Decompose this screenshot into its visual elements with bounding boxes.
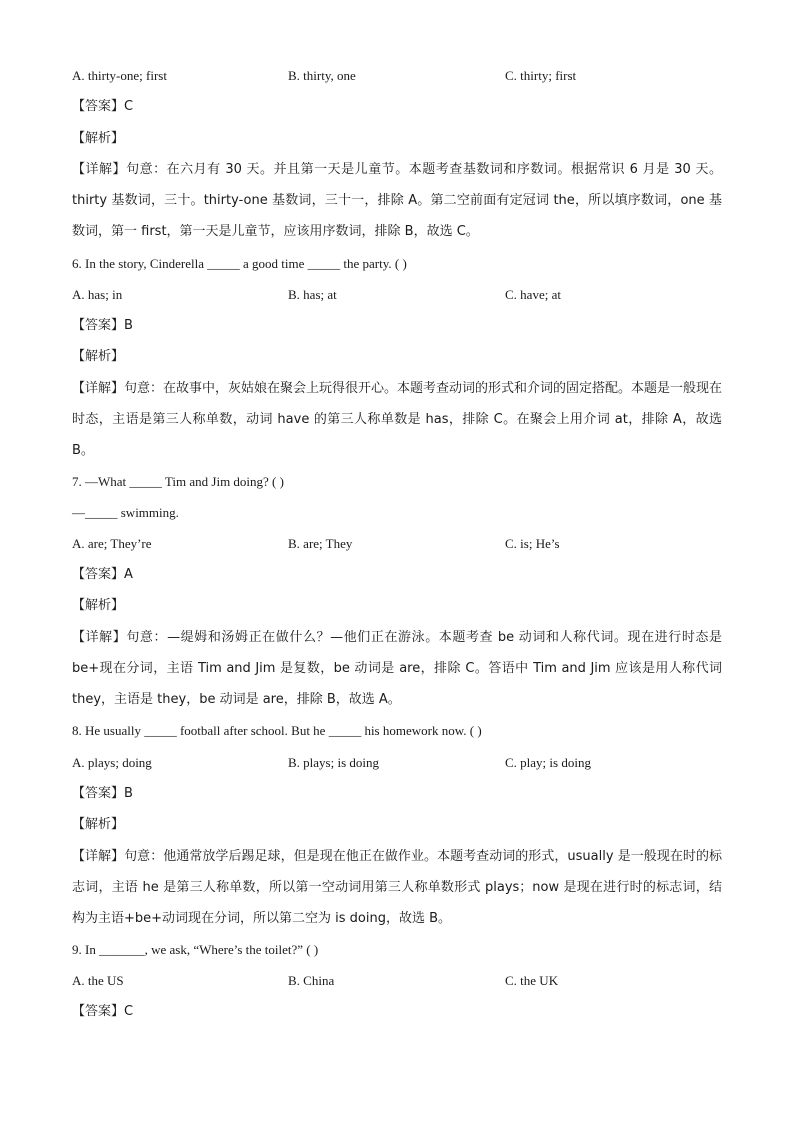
q9-answer: 【答案】C [72,1004,134,1019]
q9-option-a: A. the US [72,973,124,988]
q6-option-c: C. have; at [505,287,561,302]
q7-option-a: A. are; They’re [72,536,152,551]
q6-analysis-label: 【解析】 [72,349,125,364]
q9-question: 9. In _______, we ask, “Where’s the toilet?” ( ) [72,942,319,957]
q5-option-b: B. thirty, one [288,68,356,83]
q9-option-c: C. the UK [505,973,559,988]
q8-option-b: B. plays; is doing [288,755,380,770]
q8-analysis-label: 【解析】 [72,817,125,832]
q5-detail: 【详解】句意：在六月有 30 天。并且第一天是儿童节。本题考查基数词和序数词。根据常识 6 月是 30 天。thirty 基数词，三十。thirty-one 基数词，三十一，排除 A。第二空前面有定冠词 the，所以填序数词，one 基数词，第一 first，第一天是儿童节，应该用序数词，排除 B，故选 C。 [72,162,722,239]
q8-option-c: C. play; is doing [505,755,591,770]
q5-option-a: A. thirty-one; first [72,68,167,83]
q6-question: 6. In the story, Cinderella _____ a good time _____ the party. ( ) [72,256,407,271]
q7-option-c: C. is; He’s [505,536,560,551]
q8-answer: 【答案】B [72,786,133,801]
q7-question: 7. —What _____ Tim and Jim doing? ( ) [72,474,284,489]
q6-option-a: A. has; in [72,287,123,302]
q5-option-c: C. thirty; first [505,68,577,83]
q7-answer: 【答案】A [72,567,133,582]
q5-analysis-label: 【解析】 [72,131,125,146]
q7-reply: —_____ swimming. [72,505,179,520]
q6-detail: 【详解】句意：在故事中，灰姑娘在聚会上玩得很开心。本题考查动词的形式和介词的固定搭配。本题是一般现在时态，主语是第三人称单数，动词 have 的第三人称单数是 has，排除 C。在聚会上用介词 at，排除 A，故选 B。 [72,381,723,458]
q6-option-b: B. has; at [288,287,337,302]
q9-option-b: B. China [288,973,335,988]
q8-question: 8. He usually _____ football after school. But he _____ his homework now. ( ) [72,723,482,738]
q7-analysis-label: 【解析】 [72,598,125,613]
q7-detail: 【详解】句意：—缇姆和汤姆正在做什么？—他们正在游泳。本题考查 be 动词和人称代词。现在进行时态是 be+现在分词，主语 Tim and Jim 是复数，be 动词是 are，排除 C。答语中 Tim and Jim 应该是用人称代词 they，主语是 they，be 动词是 are，排除 B，故选 A。 [72,630,722,707]
q8-option-a: A. plays; doing [72,755,152,770]
q7-option-b: B. are; They [288,536,353,551]
q5-answer: 【答案】C [72,99,134,114]
q6-answer: 【答案】B [72,318,133,333]
q8-detail: 【详解】句意：他通常放学后踢足球，但是现在他正在做作业。本题考查动词的形式，usually 是一般现在时的标志词，主语 he 是第三人称单数，所以第一空动词用第三人称单数形式 plays；now 是现在进行时的标志词，结构为主语+be+动词现在分词，所以第二空为 is doing，故选 B。 [72,849,722,926]
